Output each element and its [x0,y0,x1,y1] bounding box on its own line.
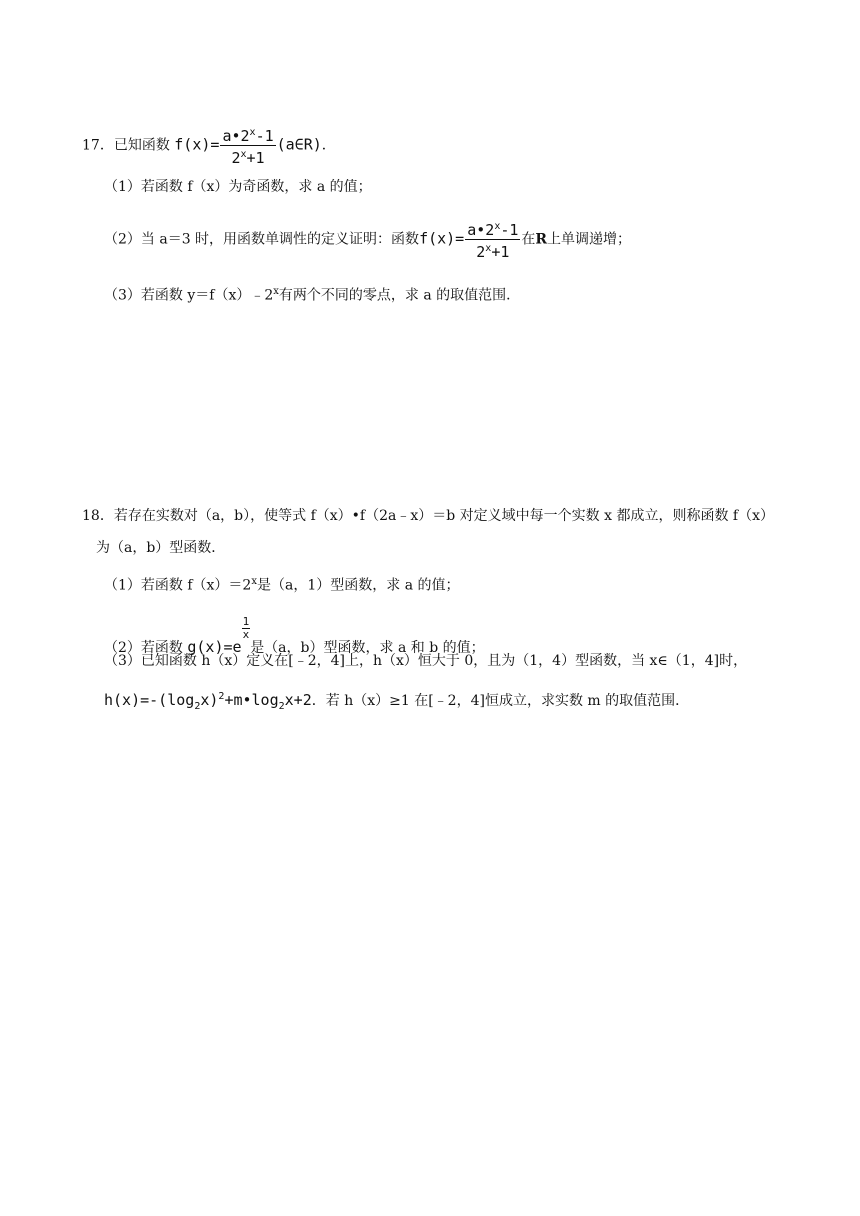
q18-g-formula: g(x)=e [187,638,242,656]
q18-stem-line1: 18．若存在实数对（a，b），使等式 f（x）•f（2a﹣x）＝b 对定义域中每一个实数 x 都成立，则称函数 f（x） [82,508,774,524]
q17-stem-end: ． [321,137,336,154]
q18-part2: （2）若函数 g(x)=e $\frac{1}{x}$ 是（a，b）型函数，求 a 和 b 的值； [104,615,485,656]
q17-fraction: $\frac{a•2^x-1}{2^x+1}$ [220,124,275,167]
q17-stem-prefix: 已知函数 [113,137,170,154]
q17-condition: (a∈R) [276,135,322,154]
q18-h-formula: $h(x)=-(\log_2x)^2+m•\log_2x+2$ [104,691,312,712]
q17-number: 17． [82,137,114,154]
q17-part2: （2）当 a＝3 时，用函数单调性的定义证明：函数f(x)= $\frac{a•2^x-1}{2^x+1}$ 在R上单调递增； [104,218,631,261]
q18-part1: （1）若函数 $f(x)=2^x$是（a，1）型函数，求 a 的值； [104,576,460,594]
q17-part1: （1）若函数 f（x）为奇函数，求 a 的值； [104,179,372,195]
q17-part2-prefix: （2）当 a＝3 时，用函数单调性的定义证明：函数 [104,231,420,248]
q17-stem [82,124,336,167]
q17-part2-fraction: $\frac{a•2^x-1}{2^x+1}$ [465,218,520,261]
q17-part3: （3）若函数 $y=f(x)﹣2^x$有两个不同的零点，求 a 的取值范围． [104,286,521,304]
q18-g-exponent: $\frac{1}{x}$ [242,615,250,641]
q18-part3-line1: （3）已知函数 h（x）定义在[﹣2，4]上，h（x）恒大于 0，且为（1，4）型函数，当 x∈（1，4]时， [104,653,748,669]
q18-part3-line2: $h(x)=-(\log_2x)^2+m•\log_2x+2$．若 h（x）≥1 在[﹣2，4]恒成立，求实数 m 的取值范围． [104,691,690,712]
q17-part2-fx-lhs: f(x)= [419,229,465,248]
q17-fx-lhs: f(x)= [174,135,220,154]
q18-stem-line2: 为（a，b）型函数． [96,540,226,556]
